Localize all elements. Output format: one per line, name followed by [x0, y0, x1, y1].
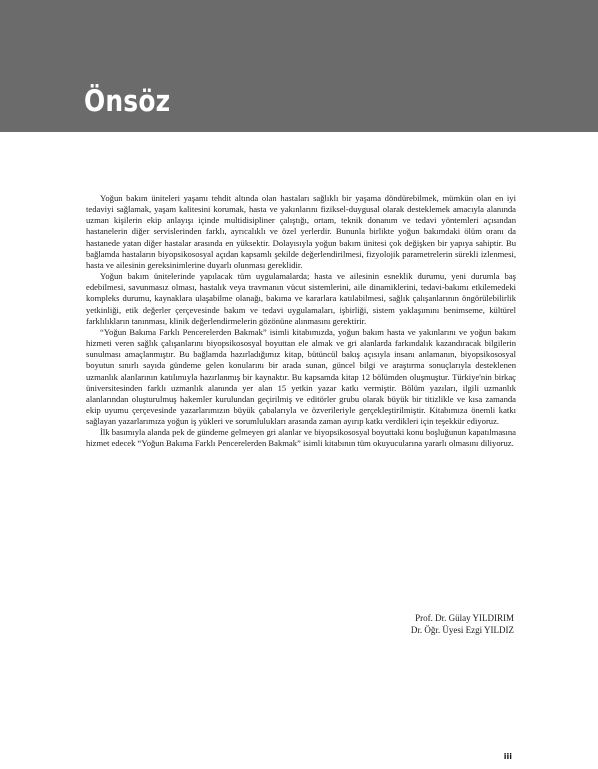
author-name: Prof. Dr. Gülay YILDIRIM — [415, 613, 514, 623]
signature-block — [411, 612, 514, 636]
paragraph: Yoğun bakım ünitelerinde yapılacak tüm uygulamalarda; hasta ve ailesinin esneklik durumu, yeni durumla baş edebilmesi, savunmasız olması, hastalık veya travmanın vücut sistemlerini, aile dinamiklerini, tedavi-bakımı etkilemedeki kompleks durumu, kaynaklara ulaşabilme olanağı, bakıma ve kararlara katılabilmesi, sağlık çalışanlarının öngörülebilirlik yetkinliği, etik değerler çerçevesinde bakım ve tedavi uygulamaları, işbirliği, sistem yaklaşımını benimseme, kültürel farklılıkların tanınması, klinik değerlendirmelerin gözönüne alınmasını gerektirir. — [86, 271, 516, 326]
paragraph: Yoğun bakım üniteleri yaşamı tehdit altında olan hastaları sağlıklı bir yaşama döndürebilmek, mümkün olan en iyi tedaviyi sağlamak, yaşam kalitesini korumak, hasta ve yakınlarını fiziksel-duygusal olarak desteklemek amacıyla alanında uzman kişilerin ekip anlayışı içinde multidisipliner çalıştığı, ortam, teknik donanım ve tedavi yöntemleri açısından hastanelerin diğer servislerinden farklı, ayrıcalıklı ve özel yerlerdir. Bununla birlikte yoğun bakımdaki ölüm oranı da hastanede yatan diğer hastalar arasında en yüksektir. Dolayısıyla yoğun bakım ünitesi çok değişken bir yapıya sahiptir. Bu bağlamda hastaların biyopsikososyal açıdan kapsamlı şekilde değerlendirilmesi, fizyolojik parametrelerin sürekli izlenmesi, hasta ve ailesinin gereksinimlerine duyarlı olunması gereklidir. — [86, 193, 516, 270]
author-name: Dr. Öğr. Üyesi Ezgi YILDIZ — [410, 625, 514, 635]
paragraph: “Yoğun Bakıma Farklı Pencerelerden Bakmak” isimli kitabımızda, yoğun bakım hasta ve yakınlarını ve yoğun bakım hizmeti veren sağlık çalışanlarını biyopsikososyal boyuttan ele almak ve gri alanlarda farkındalık kazandıracak bilgilerin sunulması amaçlanmıştır. Bu bağlamda hazırladığımız kitap, bütüncül bakış açısıyla insanı anlamanın, biyopsikososyal boyutun sınırlı sayıda gündeme gelen konularını bir arada sunan, güncel bilgi ve araştırma sonuçlarıyla desteklenen uzmanlık alanlarının katılımıyla hazırlanmış bir kaynaktır. Bu kapsamda kitap 12 bölümden oluşmuştur. Türkiye'nin birkaç üniversitesinden farklı uzmanlık alanında yer alan 15 yetkin yazar katkı vermiştir. Bölüm yazıları, ilgili uzmanlık alanlarından oluşturulmuş hakemler kurulundan geçirilmiş ve editörler grubu olarak büyük bir titizlikle ve kısa zamanda ekip uyumu çerçevesinde yazarlarımızın büyük çabalarıyla ve özverileriyle gerçekleştirilmiştir. Kitabımıza önemli katkı sağlayan yazarlarımıza yoğun iş yükleri ve sorumlulukları arasında zaman ayırıp katkı verdikleri için teşekkür ediyoruz. — [86, 326, 516, 427]
paragraph: İlk basımıyla alanda pek de gündeme gelmeyen gri alanlar ve biyopsikososyal boyuttaki konu boşluğunun kapatılmasına hizmet edecek “Yoğun Bakıma Farklı Pencerelerden Bakmak” isimli kitabının tüm okuyucularına yararlı olmasını diliyoruz. — [86, 427, 516, 449]
preface-body — [86, 193, 516, 450]
page-number: iii — [503, 752, 512, 761]
page-title: Önsöz — [84, 84, 171, 118]
header-band — [0, 0, 598, 132]
